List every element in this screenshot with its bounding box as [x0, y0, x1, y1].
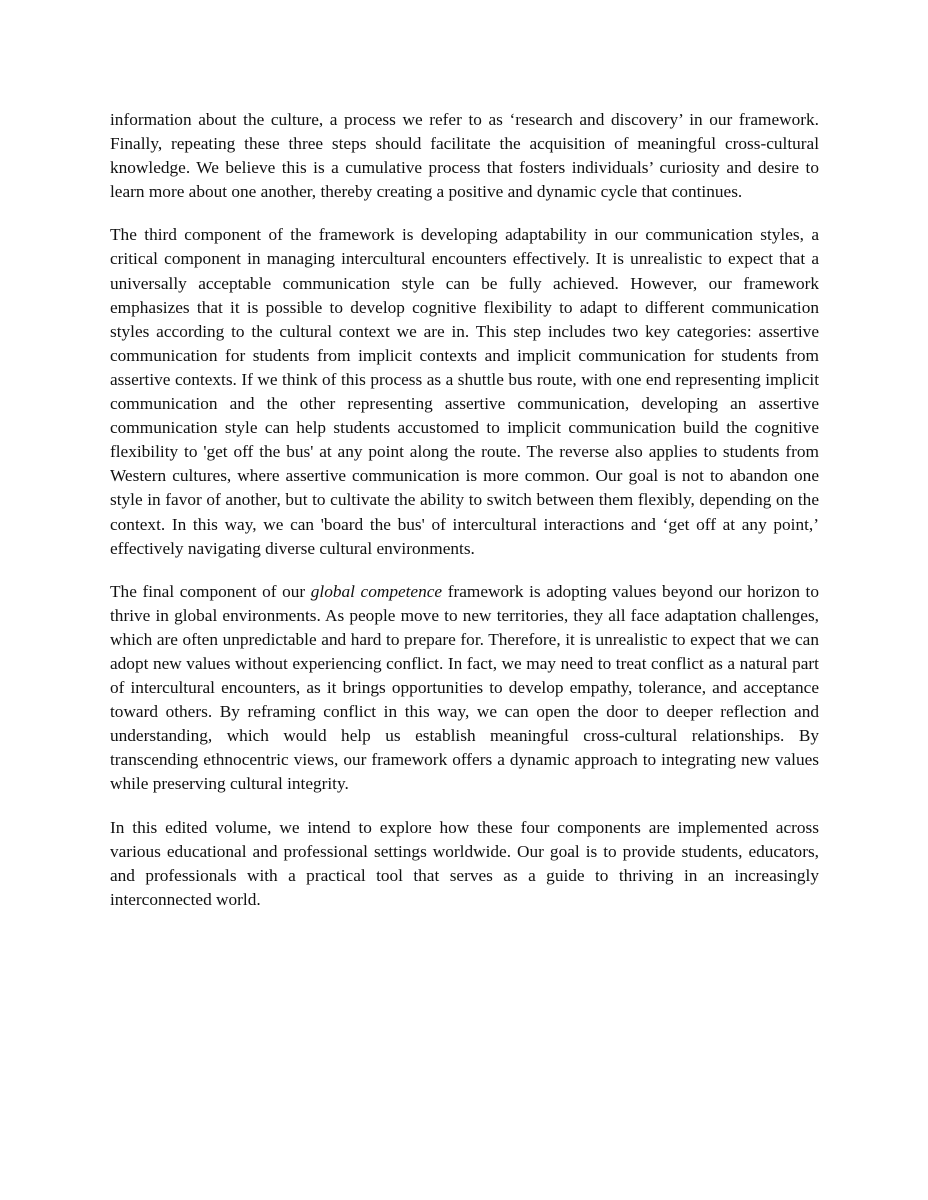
document-page: [110, 108, 819, 931]
paragraph-adopting-values: [110, 580, 819, 797]
paragraph-communication-adaptability: The third component of the framework is developing adaptability in our communication styles, a critical component in managing intercultural encounters effectively. It is unrealistic to expect that a universally acceptable communication style can be fully achieved. However, our framework emphasizes that it is possible to develop cognitive flexibility to adapt to different communication styles according to the cultural context we are in. This step includes two key categories: assertive communication for students from implicit contexts and implicit communication for students from assertive contexts. If we think of this process as a shuttle bus route, with one end representing implicit communication and the other representing assertive communication, developing an assertive communication style can help students accustomed to implicit communication build the cognitive flexibility to 'get off the bus' at any point along the route. The reverse also applies to students from Western cultures, where assertive communication is more common. Our goal is not to abandon one style in favor of another, but to cultivate the ability to switch between them flexibly, depending on the context. In this way, we can 'board the bus' of intercultural interactions and ‘get off at any point,’ effectively navigating diverse cultural environments.: [110, 225, 819, 558]
paragraph-edited-volume: In this edited volume, we intend to explore how these four components are implemented across various educational and professional settings worldwide. Our goal is to provide students, educators, and professionals with a practical tool that serves as a guide to thriving in an increasingly interconnected world.: [110, 817, 819, 909]
paragraph-research-discovery: information about the culture, a process we refer to as ‘research and discovery’ in our framework. Finally, repeating these three steps should facilitate the acquisition of meaningful cross-cultural knowledge. We believe this is a cumulative process that fosters individuals’ curiosity and desire to learn more about one another, thereby creating a positive and dynamic cycle that continues.: [110, 110, 819, 202]
paragraph-text-segment: The final component of our: [110, 581, 311, 601]
italic-term-global-competence: global competence: [310, 581, 443, 601]
paragraph-text-segment: framework is adopting values beyond our horizon to thrive in global environments. As people move to new territories, they all face adaptation challenges, which are often unpredictable and hard to prepare for. Therefore, it is unrealistic to expect that we can adopt new values without experiencing conflict. In fact, we may need to treat conflict as a natural part of intercultural encounters, as it brings opportunities to develop empathy, tolerance, and acceptance toward others. By reframing conflict in this way, we can open the door to deeper reflection and understanding, which would help us establish meaningful cross-cultural relationships. By transcending ethnocentric views, our framework offers a dynamic approach to integrating new values while preserving cultural integrity.: [110, 581, 819, 794]
